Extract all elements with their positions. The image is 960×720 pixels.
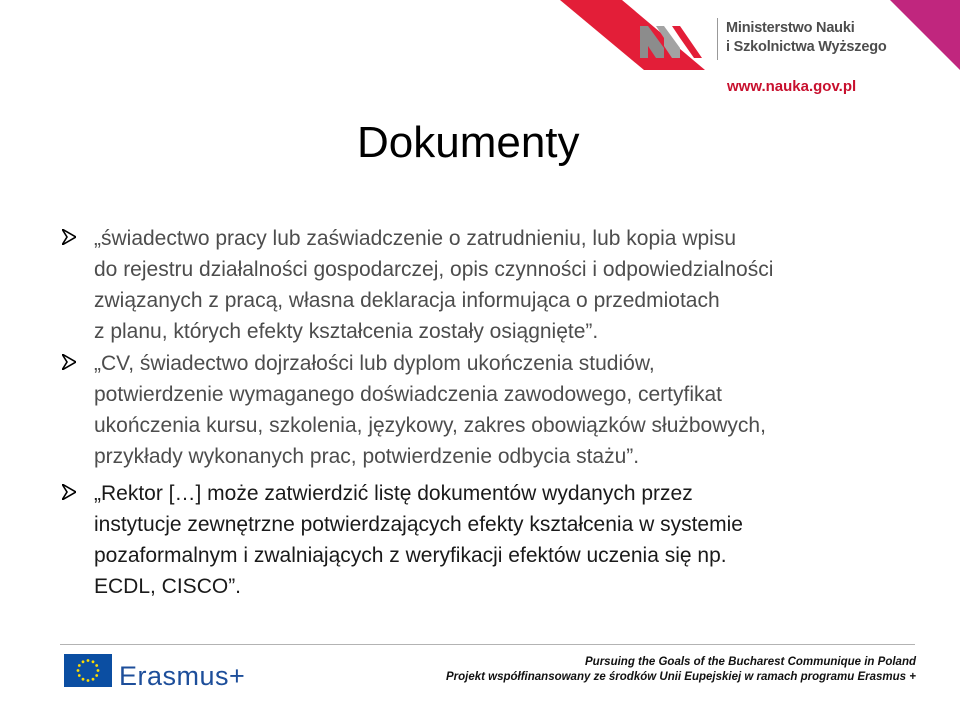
bullet-line: przykłady wykonanych prac, potwierdzenie odbycia stażu”.	[94, 445, 640, 468]
erasmus-plus-logo-text: Erasmus+	[119, 661, 246, 691]
bullet-line: „CV, świadectwo dojrzałości lub dyplom ukończenia studiów,	[94, 352, 655, 375]
bullet-text	[94, 348, 924, 472]
logo-divider	[717, 18, 718, 60]
ministry-name-line1: Ministerstwo Nauki	[726, 20, 855, 36]
slide-title: Dokumenty	[357, 118, 580, 167]
bullet-line: „świadectwo pracy lub zaświadczenie o zatrudnieniu, lub kopia wpisu	[94, 227, 737, 250]
bullet-text	[94, 478, 924, 602]
bullet-line: ECDL, CISCO”.	[94, 575, 242, 598]
bullet-line: „Rektor […] może zatwierdzić listę dokumentów wydanych przez	[94, 482, 693, 505]
bullet-line: potwierdzenie wymaganego doświadczenia zawodowego, certyfikat	[94, 383, 723, 406]
bullet-line: ukończenia kursu, szkolenia, językowy, zakres obowiązków służbowych,	[94, 414, 766, 437]
bullet-line: instytucje zewnętrzne potwierdzających efekty kształcenia w systemie	[94, 513, 743, 536]
bullet-line: z planu, których efekty kształcenia zostały osiągnięte”.	[94, 320, 599, 343]
bullet-line: do rejestru działalności gospodarczej, opis czynności i odpowiedzialności	[94, 258, 774, 281]
arrow-bullet-icon	[62, 354, 76, 370]
footer-divider	[60, 644, 915, 645]
ministry-name-line2: i Szkolnictwa Wyższego	[726, 39, 887, 55]
ministry-name	[726, 19, 887, 57]
ministry-logo-icon	[640, 18, 706, 60]
bullet-line: związanych z pracą, własna deklaracja informująca o przedmiotach	[94, 289, 720, 312]
eu-flag-icon	[64, 654, 112, 687]
arrow-bullet-icon	[62, 229, 76, 245]
arrow-bullet-icon	[62, 484, 76, 500]
website-link[interactable]: www.nauka.gov.pl	[727, 78, 857, 95]
bullet-text	[94, 223, 924, 347]
footer-line1: Pursuing the Goals of the Bucharest Communique in Poland	[585, 656, 916, 668]
footer-line2: Projekt współfinansowany ze środków Unii Eupejskiej w ramach programu Erasmus +	[445, 671, 916, 683]
bullet-line: pozaformalnym i zwalniających z weryfikacji efektów uczenia się np.	[94, 544, 727, 567]
